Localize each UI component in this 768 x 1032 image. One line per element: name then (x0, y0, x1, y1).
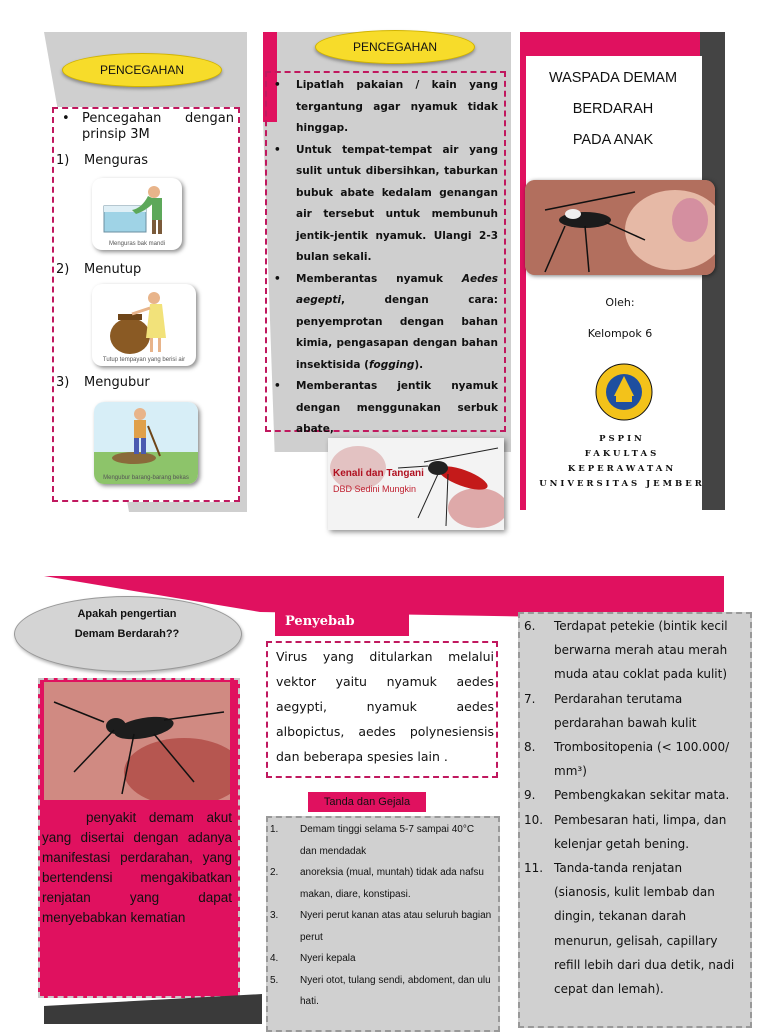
tanda-item-11: 11. Tanda-tanda renjatan (sianosis, kulit lembab dan dingin, tekanan darah menurun, gelisah, capillary refill lebih dari dua detik, nadi cepat dan lemah). (524, 861, 735, 997)
mosquito-skin-photo (44, 682, 230, 800)
3m-intro-text: Pencegahan dengan prinsip 3M (82, 111, 234, 142)
university-logo-icon (594, 362, 654, 422)
tanda-item-8: 8. Trombositopenia (< 100.000/ mm³) (524, 740, 730, 779)
menutup-image: Tutup tempayan yang berisi air (92, 284, 196, 366)
tanda-item-4: 4. Nyeri kepala (270, 953, 356, 964)
tanda-item-2: 2. anoreksia (mual, muntah) tidak ada nafsu makan, diare, konstipasi. (270, 867, 484, 900)
definition-question-text: Apakah pengertian Demam Berdarah?? (74, 608, 180, 640)
bath-scrub-illustration (92, 178, 182, 250)
menguras-image: Menguras bak mandi (92, 178, 182, 250)
step-mengubur: 3) Mengubur (56, 375, 150, 390)
mosquito-on-baby-photo (525, 180, 715, 275)
mosquito-biting-photo (44, 682, 230, 800)
penyebab-text: Virus yang ditularkan melalui vektor yaitu nyamuk aedes aegypti, nyamuk aedes albopictus, aedes polynesiensis dan beberapa spesies lain . (276, 649, 494, 764)
prevention-item-3: • Memberantas nyamuk Aedes aegepti, dengan cara: penyemprotan dengan bahan kimia, pengasapan dengan bahan insektisida (fogging). (272, 269, 498, 377)
cover-mosquito-photo (525, 180, 715, 275)
tanda-item-1: 1. Demam tinggi selama 5-7 sampai 40°C dan mendadak (270, 824, 475, 857)
bottom-gray-wedge (0, 994, 268, 1024)
banner-text-1: Kenali dan Tangani (333, 468, 424, 479)
tanda-item-5: 5. Nyeri otot, tulang sendi, abdoment, dan ulu hati. (270, 974, 491, 1007)
tanda-header: Tanda dan Gejala (308, 792, 426, 812)
step-menutup: 2) Menutup (56, 262, 142, 277)
dbd-banner-image (328, 438, 504, 530)
prevention-item-2: • Untuk tempat-tempat air yang sulit untuk dibersihkan, taburkan bubuk abate kedalam genangan air tersebut untuk membunuh jentik-jentik nyamuk. Ulangi 2-3 bulan sekali. (272, 140, 498, 269)
step-menguras: 1) Menguras (56, 153, 149, 168)
cover-oleh: Oleh: (605, 296, 635, 309)
middle-prevention-list (272, 75, 498, 441)
tanda-item-10: 10. Pembesaran hati, limpa, dan kelenjar getah bening. (524, 812, 727, 851)
3m-intro: • Pencegahan dengan prinsip 3M (62, 111, 234, 142)
tanda-item-9: 9. Pembengkakan sekitar mata. (524, 788, 730, 803)
pencegahan-pill-left: PENCEGAHAN (62, 53, 222, 87)
cover-institution: PSPIN FAKULTAS KEPERAWATAN UNIVERSITAS JEMBER (539, 434, 705, 489)
tanda-item-6: 6. Terdapat petekie (bintik kecil berwarna merah atau merah muda atau coklat pada kulit) (524, 619, 728, 682)
cover-kelompok: Kelompok 6 (587, 327, 653, 340)
pencegahan-pill-middle: PENCEGAHAN (315, 30, 475, 64)
jar-cover-illustration (92, 284, 196, 366)
tanda-list-continued (524, 614, 742, 1001)
banner-text-2: DBD Sedini Mungkin (333, 484, 417, 494)
definition-text: penyakit demam akut yang disertai dengan adanya manifestasi perdarahan, yang bertendensi mengakibatkan renjatan yang dapat menyebabkan kematian (42, 810, 232, 925)
mengubur-image: Mengubur barang-barang bekas (94, 402, 198, 484)
unej-logo (594, 362, 654, 422)
cover-title: WASPADA DEMAM BERDARAH PADA ANAK (548, 70, 678, 148)
tanda-item-3: 3. Nyeri perut kanan atas atau seluruh bagian perut (270, 910, 492, 943)
prevention-item-1: • Lipatlah pakaian / kain yang tergantung agar nyamuk tidak hinggap. (272, 75, 498, 140)
bury-illustration (94, 402, 198, 484)
penyebab-header: Penyebab (275, 608, 409, 636)
tanda-item-7: 7. Perdarahan terutama perdarahan bawah kulit (524, 691, 697, 730)
prevention-item-4: • Memberantas jentik nyamuk dengan menggunakan serbuk abate, (272, 376, 498, 441)
tanda-list (270, 819, 492, 1013)
